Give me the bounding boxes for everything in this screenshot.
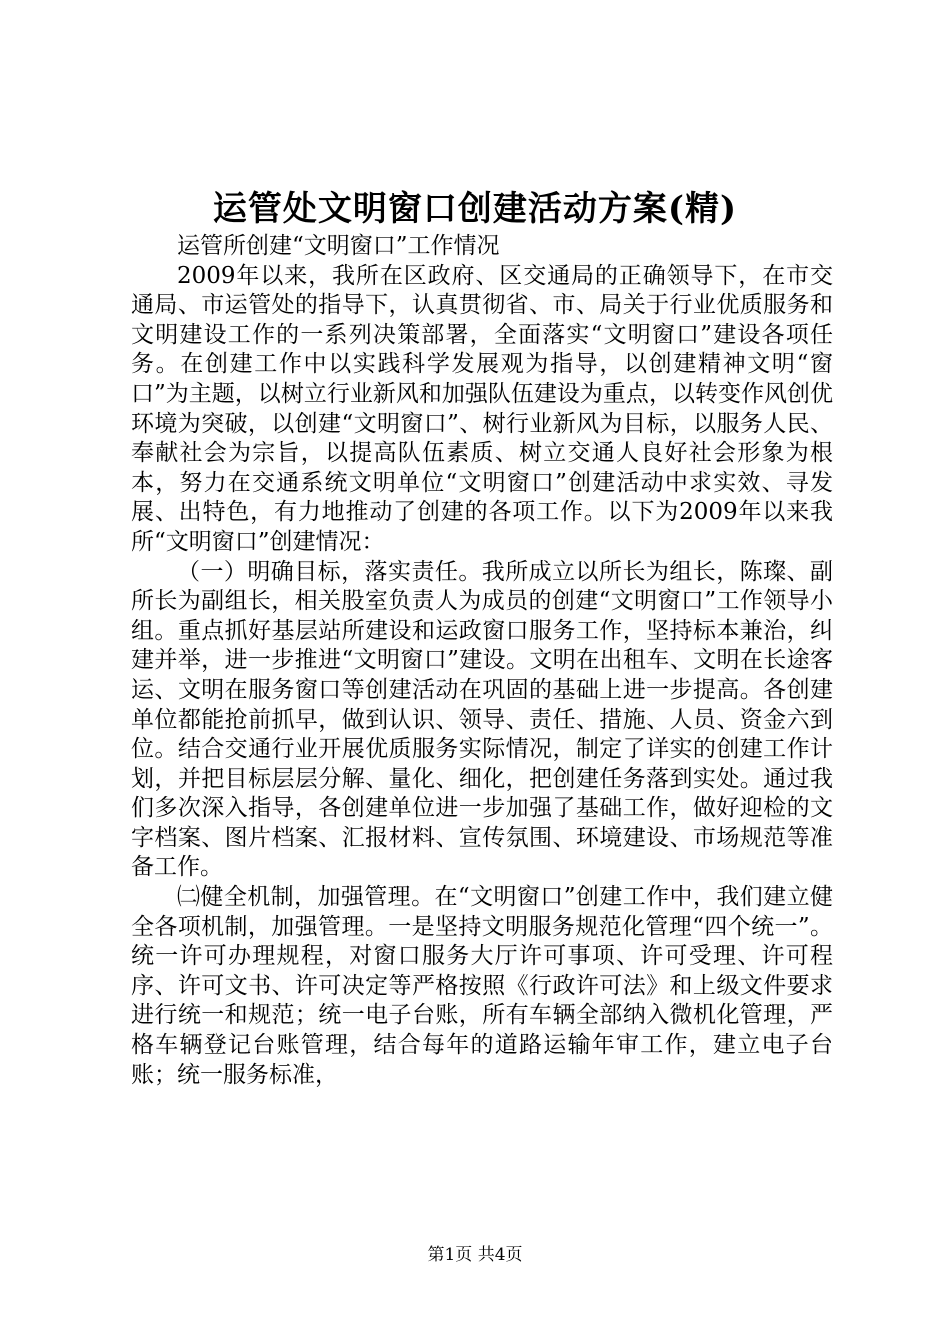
document-title: 运管处文明窗口创建活动方案(精) bbox=[212, 189, 738, 229]
body-paragraph: ㈡健全机制，加强管理。在“文明窗口”创建工作中，我们建立健全各项机制，加强管理。一是坚持文明服务规范化管理“四个统一”。统一许可办理规程，对窗口服务大厅许可事项、许可受理、许可程序、许可文书、许可决定等严格按照《行政许可法》和上级文件要求进行统一和规范；统一电子台账，所有车辆全部纳入微机化管理，严格车辆登记台账管理，结合每年的道路运输年审工作，建立电子台账；统一服务标准， bbox=[131, 884, 833, 1088]
document-body bbox=[131, 232, 833, 1090]
body-paragraph: 运管所创建“文明窗口”工作情况 bbox=[177, 233, 500, 259]
body-paragraph: （一）明确目标，落实责任。我所成立以所长为组长，陈璨、副所长为副组长，相关股室负责人为成员的创建“文明窗口”工作领导小组。重点抓好基层站所建设和运政窗口服务工作，坚持标本兼治，纠建并举，进一步推进“文明窗口”建设。文明在出租车、文明在长途客运、文明在服务窗口等创建活动在巩固的基础上进一步提高。各创建单位都能抢前抓早，做到认识、领导、责任、措施、人员、资金六到位。结合交通行业开展优质服务实际情况，制定了详实的创建工作计划，并把目标层层分解、量化、细化，把创建任务落到实处。通过我们多次深入指导，各创建单位进一步加强了基础工作，做好迎检的文字档案、图片档案、汇报材料、宣传氛围、环境建设、市场规范等准备工作。 bbox=[131, 558, 833, 881]
page-number-footer: 第1页 共4页 bbox=[427, 1245, 523, 1265]
body-paragraph: 2009年以来，我所在区政府、区交通局的正确领导下，在市交通局、市运管处的指导下，认真贯彻省、市、局关于行业优质服务和文明建设工作的一系列决策部署，全面落实“文明窗口”建设各项任务。在创建工作中以实践科学发展观为指导，以创建精神文明“窗口”为主题，以树立行业新风和加强队伍建设为重点，以转变作风创优环境为突破，以创建“文明窗口”、树行业新风为目标，以服务人民、奉献社会为宗旨，以提高队伍素质、树立交通人良好社会形象为根本，努力在交通系统文明单位“文明窗口”创建活动中求实效、寻发展、出特色，有力地推动了创建的各项工作。以下为2009年以来我所“文明窗口”创建情况： bbox=[131, 262, 833, 555]
